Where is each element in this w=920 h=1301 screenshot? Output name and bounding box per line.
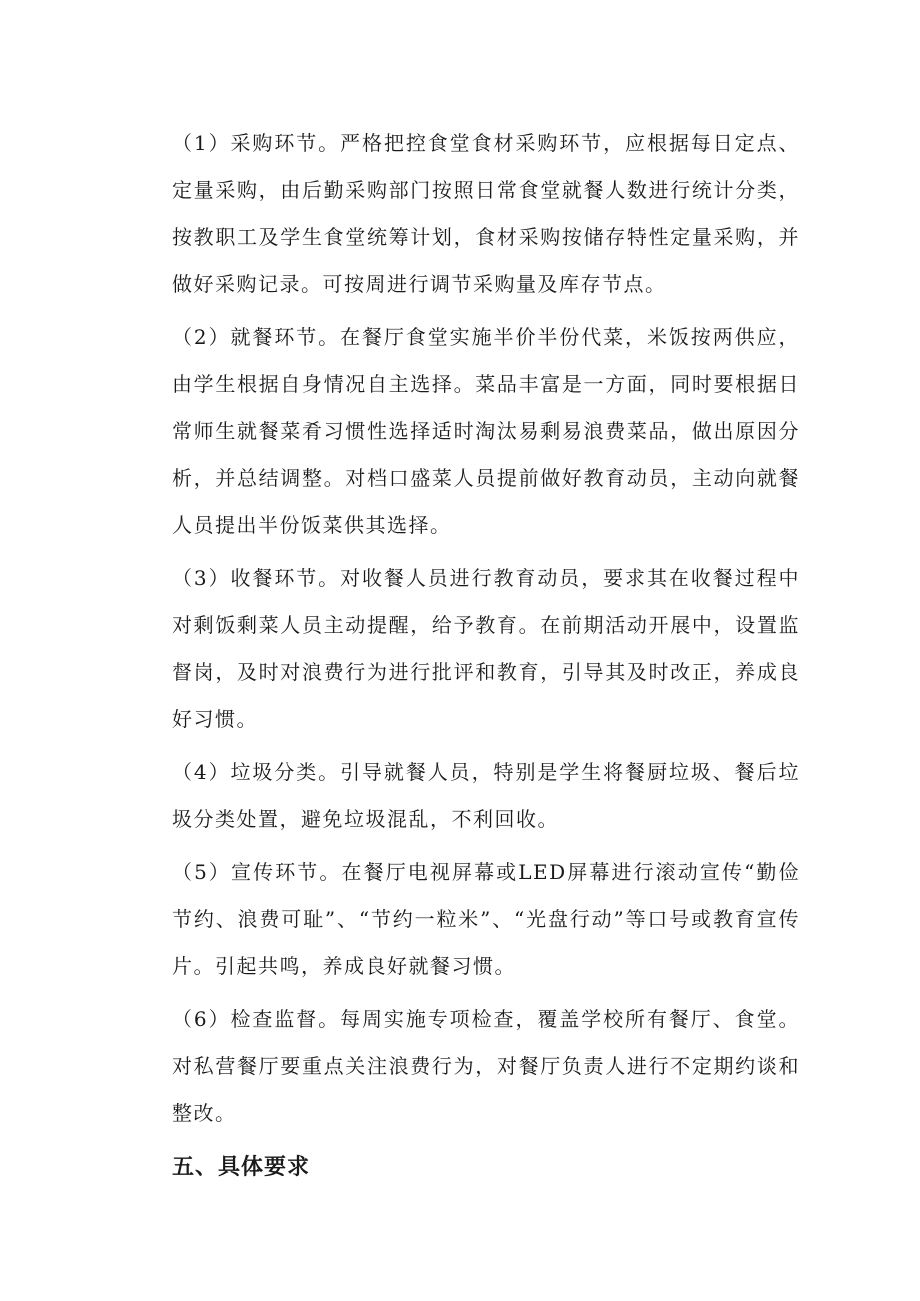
section-heading: 五、具体要求 [172, 1155, 311, 1180]
paragraph-procurement: （1）采购环节。严格把控食堂食材采购环节，应根据每日定点、定量采购，由后勤采购部门按照日常食堂就餐人数进行统计分类，按教职工及学生食堂统筹计划，食材采购按储存特性定量采购，并做好采购记录。可按周进行调节采购量及库存节点。 [172, 131, 800, 296]
paragraph-inspection: （6）检查监督。每周实施专项检查，覆盖学校所有餐厅、食堂。对私营餐厅要重点关注浪费行为，对餐厅负责人进行不定期约谈和整改。 [172, 1007, 800, 1125]
document-body [172, 120, 800, 1193]
paragraph-publicity: （5）宣传环节。在餐厅电视屏幕或LED屏幕进行滚动宣传“勤俭节约、浪费可耻”、“节约一粒米”、“光盘行动”等口号或教育宣传片。引起共鸣，养成良好就餐习惯。 [172, 860, 800, 978]
paragraph-waste-sorting: （4）垃圾分类。引导就餐人员，特别是学生将餐厨垃圾、餐后垃圾分类处置，避免垃圾混乱，不利回收。 [172, 760, 800, 831]
paragraph-dining: （2）就餐环节。在餐厅食堂实施半价半份代菜，米饭按两供应，由学生根据自身情况自主选择。菜品丰富是一方面，同时要根据日常师生就餐菜肴习惯性选择适时淘汰易剩易浪费菜品，做出原因分析，并总结调整。对档口盛菜人员提前做好教育动员，主动向就餐人员提出半份饭菜供其选择。 [172, 325, 800, 537]
paragraph-meal-collection: （3）收餐环节。对收餐人员进行教育动员，要求其在收餐过程中对剩饭剩菜人员主动提醒，给予教育。在前期活动开展中，设置监督岗，及时对浪费行为进行批评和教育，引导其及时改正，养成良好习惯。 [172, 566, 800, 731]
